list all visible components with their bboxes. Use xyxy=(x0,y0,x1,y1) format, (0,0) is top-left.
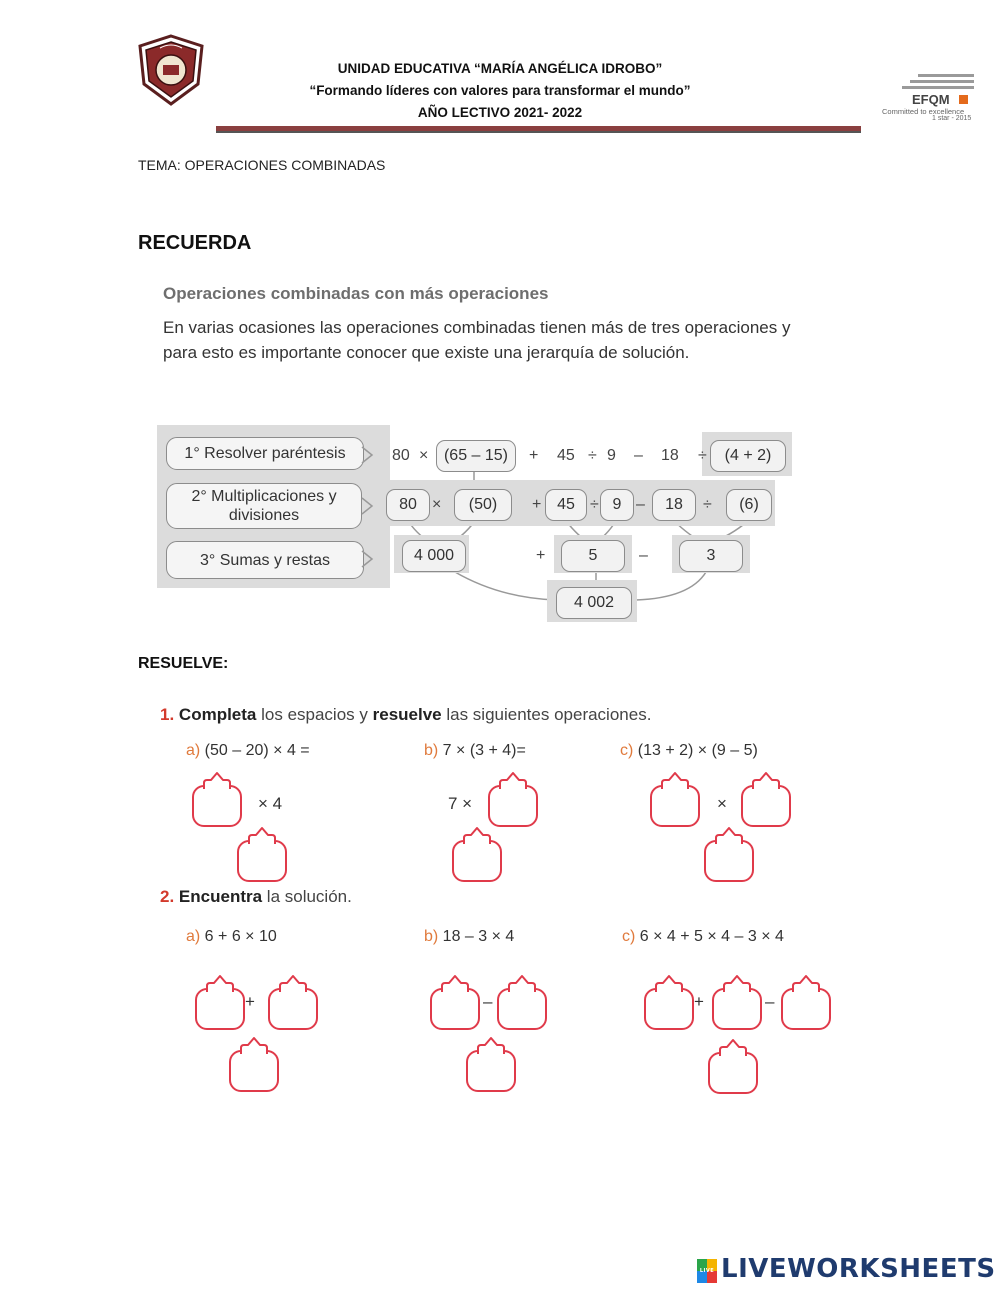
ex2a-letter: a) xyxy=(186,928,201,945)
up-arrow-icon xyxy=(439,973,471,993)
ex1-w3: resuelve xyxy=(372,705,442,724)
up-arrow-icon xyxy=(497,770,529,790)
r1-c: 9 xyxy=(607,447,616,464)
up-arrow-icon xyxy=(461,825,493,845)
ex1b-slot-2-input[interactable] xyxy=(456,845,502,879)
ex2b-letter: b) xyxy=(424,928,439,945)
ex1a-slot-2-input[interactable] xyxy=(241,845,287,879)
ex2b-slot-3[interactable] xyxy=(466,1050,516,1092)
ex1a-label xyxy=(186,742,310,760)
ex1b-slot-1[interactable] xyxy=(488,785,538,827)
r2-d: 18 xyxy=(652,489,696,521)
ex2a-op: + xyxy=(245,992,255,1011)
r1-minus: – xyxy=(634,447,643,464)
r1-div: ÷ xyxy=(588,447,597,464)
topic: TEMA: OPERACIONES COMBINADAS xyxy=(138,157,386,173)
step-mult-div: 2° Multiplicaciones y divisiones xyxy=(166,483,362,529)
ex1c-letter: c) xyxy=(620,742,634,759)
liveworksheets-logo xyxy=(697,1254,997,1287)
ex2b-slot-1[interactable] xyxy=(430,988,480,1030)
step-add-sub: 3° Sumas y restas xyxy=(166,541,364,579)
school-name: UNIDAD EDUCATIVA “MARÍA ANGÉLICA IDROBO” xyxy=(337,61,663,76)
ex1a-slot-1[interactable] xyxy=(192,785,242,827)
up-arrow-icon xyxy=(246,825,278,845)
ex1b-expr: 7 × (3 + 4)= xyxy=(438,742,526,759)
exercise2-title xyxy=(160,887,352,907)
ex2c-slot-2-input[interactable] xyxy=(716,993,762,1027)
ex2a-slot-2[interactable] xyxy=(268,988,318,1030)
ex2b-slot-2-input[interactable] xyxy=(501,993,547,1027)
ex1b-letter: b) xyxy=(424,742,439,759)
up-arrow-icon xyxy=(506,973,538,993)
school-motto: “Formando líderes con valores para transformar el mundo” xyxy=(309,83,691,98)
ex2a-slot-1[interactable] xyxy=(195,988,245,1030)
ex1a-expr: (50 – 20) × 4 = xyxy=(200,742,310,759)
ex2a-slot-3[interactable] xyxy=(229,1050,279,1092)
r3-c: 3 xyxy=(679,540,743,572)
r3-plus: + xyxy=(536,547,546,564)
r2-b: 45 xyxy=(545,489,587,521)
r1-a: 80 xyxy=(392,447,410,464)
ex1c-slot-3-input[interactable] xyxy=(708,845,754,879)
ex2c-slot-3-input[interactable] xyxy=(785,993,831,1027)
ex2a-slot-1-input[interactable] xyxy=(199,993,245,1027)
up-arrow-icon xyxy=(713,825,745,845)
ex1c-slot-3[interactable] xyxy=(704,840,754,882)
ex2b-slot-3-input[interactable] xyxy=(470,1055,516,1089)
ex2-w1: Encuentra xyxy=(178,887,263,906)
ex2c-op1: + xyxy=(694,992,704,1011)
up-arrow-icon xyxy=(721,973,753,993)
r1-plus: + xyxy=(529,447,539,464)
r2-minus: – xyxy=(636,496,645,513)
ex1a-slot-1-input[interactable] xyxy=(196,790,242,824)
ex2b-op: – xyxy=(483,992,493,1011)
r2-div2: ÷ xyxy=(703,496,712,513)
ex2c-letter: c) xyxy=(622,928,636,945)
liveworksheets-logo-letters: LIVE xyxy=(699,1268,715,1274)
ex1-w2: los espacios y xyxy=(256,705,373,724)
ex1b-label xyxy=(424,742,526,760)
r3-a: 4 000 xyxy=(402,540,466,572)
up-arrow-icon xyxy=(717,1037,749,1057)
ex1c-op: × xyxy=(717,794,727,813)
up-arrow-icon xyxy=(201,770,233,790)
r2-times: × xyxy=(432,496,442,513)
r2-plus: + xyxy=(532,496,542,513)
ex1c-expr: (13 + 2) × (9 – 5) xyxy=(633,742,758,759)
up-arrow-icon xyxy=(277,973,309,993)
r2-c: 9 xyxy=(600,489,634,521)
recuerda-heading: RECUERDA xyxy=(138,232,252,254)
liveworksheets-text: LIVEWORKSHEETS xyxy=(721,1254,996,1284)
r2-a: 80 xyxy=(386,489,430,521)
efqm-text: EFQM xyxy=(912,92,950,107)
ex2c-slot-1-input[interactable] xyxy=(648,993,694,1027)
efqm-tagline: Committed to excellence xyxy=(882,107,965,116)
ex1a-slot-2[interactable] xyxy=(237,840,287,882)
ex2b-slot-2[interactable] xyxy=(497,988,547,1030)
ex2c-slot-2[interactable] xyxy=(712,988,762,1030)
ex2c-op2: – xyxy=(765,992,775,1011)
intro-title: Operaciones combinadas con más operaciones xyxy=(163,284,549,303)
r3-b: 5 xyxy=(561,540,625,572)
ex2c-label xyxy=(622,928,784,946)
r2-paren1: (50) xyxy=(454,489,512,521)
ex2c-slot-1[interactable] xyxy=(644,988,694,1030)
ex1b-slot-2[interactable] xyxy=(452,840,502,882)
ex1c-slot-2-input[interactable] xyxy=(745,790,791,824)
ex2b-slot-1-input[interactable] xyxy=(434,993,480,1027)
r3-minus: – xyxy=(639,547,648,564)
ex2a-slot-2-input[interactable] xyxy=(272,993,318,1027)
school-year: AÑO LECTIVO 2021- 2022 xyxy=(417,105,583,120)
r1-times: × xyxy=(419,447,429,464)
up-arrow-icon xyxy=(653,973,685,993)
up-arrow-icon xyxy=(659,770,691,790)
r1-paren2: (4 + 2) xyxy=(710,440,786,472)
ex1b-op: 7 × xyxy=(448,794,473,813)
r1-div2: ÷ xyxy=(698,447,707,464)
ex1c-label xyxy=(620,742,758,760)
r1-paren1: (65 – 15) xyxy=(436,440,516,472)
exercise1-title xyxy=(160,705,651,725)
ex2a-expr: 6 + 6 × 10 xyxy=(200,928,277,945)
ex2b-expr: 18 – 3 × 4 xyxy=(438,928,515,945)
ex1c-slot-2[interactable] xyxy=(741,785,791,827)
ex1-w4: las siguientes operaciones. xyxy=(441,705,652,724)
up-arrow-icon xyxy=(475,1035,507,1055)
ex1-number: 1. xyxy=(160,705,175,724)
resuelve-heading: RESUELVE: xyxy=(138,655,229,672)
ex1a-op: × 4 xyxy=(258,794,283,813)
efqm-star: 1 star - 2015 xyxy=(932,115,972,122)
ex2a-slot-3-input[interactable] xyxy=(233,1055,279,1089)
up-arrow-icon xyxy=(204,973,236,993)
ex2c-expr: 6 × 4 + 5 × 4 – 3 × 4 xyxy=(635,928,784,945)
up-arrow-icon xyxy=(750,770,782,790)
up-arrow-icon xyxy=(238,1035,270,1055)
ex2b-label xyxy=(424,928,514,946)
ex1a-letter: a) xyxy=(186,742,201,759)
r1-b: 45 xyxy=(557,447,575,464)
result: 4 002 xyxy=(556,587,632,619)
intro-text: En varias ocasiones las operaciones combinadas tienen más de tres operaciones y para esto es importante conocer que existe una jerarquía de solución. xyxy=(163,318,791,362)
ex2c-slot-4[interactable] xyxy=(708,1052,758,1094)
ex2-w2: la solución. xyxy=(262,887,352,906)
r1-d: 18 xyxy=(661,447,679,464)
ex2-number: 2. xyxy=(160,887,175,906)
ex1-w1: Completa xyxy=(178,705,257,724)
up-arrow-icon xyxy=(790,973,822,993)
ex1c-slot-1-input[interactable] xyxy=(654,790,700,824)
ex2c-slot-3[interactable] xyxy=(781,988,831,1030)
ex1b-slot-1-input[interactable] xyxy=(492,790,538,824)
diagram-arrows xyxy=(0,0,1000,640)
step-parentheses: 1° Resolver paréntesis xyxy=(166,437,364,470)
ex2c-slot-4-input[interactable] xyxy=(712,1057,758,1091)
r2-div: ÷ xyxy=(590,496,599,513)
ex2a-label xyxy=(186,928,277,946)
r2-paren2: (6) xyxy=(726,489,772,521)
ex1c-slot-1[interactable] xyxy=(650,785,700,827)
